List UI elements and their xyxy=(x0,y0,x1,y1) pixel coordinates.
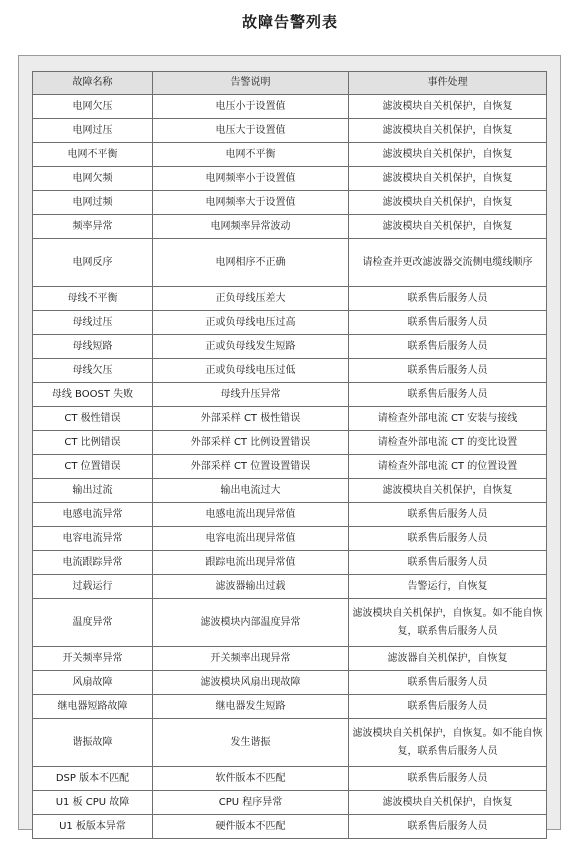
table-row xyxy=(33,95,547,119)
table-row xyxy=(33,695,547,719)
table-row xyxy=(33,767,547,791)
header-fault-name: 故障名称 xyxy=(33,72,153,95)
cell-fault-name: 电网欠频 xyxy=(33,167,153,191)
cell-event-handling: 请检查外部电流 CT 安装与接线 xyxy=(349,407,547,431)
table-row xyxy=(33,791,547,815)
cell-event-handling: 联系售后服务人员 xyxy=(349,671,547,695)
cell-event-handling: 滤波模块自关机保护，自恢复 xyxy=(349,191,547,215)
cell-event-handling: 联系售后服务人员 xyxy=(349,503,547,527)
cell-fault-name: 电网过频 xyxy=(33,191,153,215)
cell-alarm-description: 电感电流出现异常值 xyxy=(153,503,349,527)
table-row xyxy=(33,407,547,431)
cell-alarm-description: 电网频率小于设置值 xyxy=(153,167,349,191)
table-row xyxy=(33,287,547,311)
cell-event-handling: 告警运行，自恢复 xyxy=(349,575,547,599)
cell-fault-name: U1 板 CPU 故障 xyxy=(33,791,153,815)
cell-event-handling: 联系售后服务人员 xyxy=(349,815,547,839)
cell-alarm-description: 电网不平衡 xyxy=(153,143,349,167)
cell-event-handling: 联系售后服务人员 xyxy=(349,767,547,791)
cell-alarm-description: 电压大于设置值 xyxy=(153,119,349,143)
cell-event-handling: 滤波模块自关机保护，自恢复 xyxy=(349,143,547,167)
cell-alarm-description: 输出电流过大 xyxy=(153,479,349,503)
cell-event-handling: 联系售后服务人员 xyxy=(349,695,547,719)
cell-event-handling: 请检查并更改滤波器交流侧电缆线顺序 xyxy=(349,239,547,287)
table-row xyxy=(33,143,547,167)
cell-fault-name: 电感电流异常 xyxy=(33,503,153,527)
cell-fault-name: 电网反序 xyxy=(33,239,153,287)
table-row xyxy=(33,575,547,599)
table-row xyxy=(33,359,547,383)
cell-event-handling: 滤波模块自关机保护，自恢复。如不能自恢复，联系售后服务人员 xyxy=(349,719,547,767)
cell-fault-name: U1 板版本异常 xyxy=(33,815,153,839)
header-event-handling: 事件处理 xyxy=(349,72,547,95)
table-row xyxy=(33,719,547,767)
table-header-row xyxy=(33,72,547,95)
table-row xyxy=(33,335,547,359)
table-row xyxy=(33,647,547,671)
cell-fault-name: 风扇故障 xyxy=(33,671,153,695)
cell-alarm-description: 外部采样 CT 极性错误 xyxy=(153,407,349,431)
table-row xyxy=(33,215,547,239)
cell-event-handling: 联系售后服务人员 xyxy=(349,287,547,311)
cell-alarm-description: 正或负母线发生短路 xyxy=(153,335,349,359)
cell-alarm-description: 正或负母线电压过低 xyxy=(153,359,349,383)
cell-event-handling: 滤波模块自关机保护，自恢复 xyxy=(349,119,547,143)
fault-alarm-table xyxy=(32,71,547,839)
table-row xyxy=(33,383,547,407)
cell-event-handling: 联系售后服务人员 xyxy=(349,383,547,407)
cell-fault-name: 温度异常 xyxy=(33,599,153,647)
table-row xyxy=(33,431,547,455)
cell-fault-name: 开关频率异常 xyxy=(33,647,153,671)
cell-alarm-description: 电容电流出现异常值 xyxy=(153,527,349,551)
cell-alarm-description: 继电器发生短路 xyxy=(153,695,349,719)
cell-fault-name: 输出过流 xyxy=(33,479,153,503)
cell-alarm-description: 外部采样 CT 位置设置错误 xyxy=(153,455,349,479)
table-row xyxy=(33,527,547,551)
table-row xyxy=(33,479,547,503)
cell-fault-name: 过载运行 xyxy=(33,575,153,599)
cell-alarm-description: 正负母线压差大 xyxy=(153,287,349,311)
cell-fault-name: 电网不平衡 xyxy=(33,143,153,167)
cell-event-handling: 滤波模块自关机保护，自恢复 xyxy=(349,167,547,191)
cell-alarm-description: 滤波模块内部温度异常 xyxy=(153,599,349,647)
cell-alarm-description: 硬件版本不匹配 xyxy=(153,815,349,839)
cell-event-handling: 滤波模块自关机保护，自恢复 xyxy=(349,215,547,239)
cell-fault-name: 谐振故障 xyxy=(33,719,153,767)
cell-alarm-description: 母线升压异常 xyxy=(153,383,349,407)
table-row xyxy=(33,311,547,335)
cell-fault-name: 电网过压 xyxy=(33,119,153,143)
cell-fault-name: CT 位置错误 xyxy=(33,455,153,479)
cell-fault-name: 母线过压 xyxy=(33,311,153,335)
cell-alarm-description: 正或负母线电压过高 xyxy=(153,311,349,335)
cell-event-handling: 联系售后服务人员 xyxy=(349,335,547,359)
cell-alarm-description: 滤波器输出过载 xyxy=(153,575,349,599)
cell-alarm-description: 发生谐振 xyxy=(153,719,349,767)
cell-fault-name: 电网欠压 xyxy=(33,95,153,119)
cell-event-handling: 滤波模块自关机保护，自恢复 xyxy=(349,95,547,119)
cell-alarm-description: 电网频率异常波动 xyxy=(153,215,349,239)
cell-alarm-description: 电压小于设置值 xyxy=(153,95,349,119)
cell-alarm-description: 跟踪电流出现异常值 xyxy=(153,551,349,575)
page-title: 故障告警列表 xyxy=(241,13,338,31)
table-row xyxy=(33,815,547,839)
cell-fault-name: CT 比例错误 xyxy=(33,431,153,455)
cell-event-handling: 联系售后服务人员 xyxy=(349,311,547,335)
cell-event-handling: 联系售后服务人员 xyxy=(349,527,547,551)
cell-fault-name: 频率异常 xyxy=(33,215,153,239)
table-body xyxy=(33,95,547,839)
cell-alarm-description: 外部采样 CT 比例设置错误 xyxy=(153,431,349,455)
header-alarm-description: 告警说明 xyxy=(153,72,349,95)
cell-event-handling: 联系售后服务人员 xyxy=(349,359,547,383)
cell-event-handling: 滤波器自关机保护，自恢复 xyxy=(349,647,547,671)
table-row xyxy=(33,551,547,575)
cell-event-handling: 滤波模块自关机保护，自恢复。如不能自恢复，联系售后服务人员 xyxy=(349,599,547,647)
cell-event-handling: 滤波模块自关机保护，自恢复 xyxy=(349,479,547,503)
cell-alarm-description: CPU 程序异常 xyxy=(153,791,349,815)
cell-fault-name: 电容电流异常 xyxy=(33,527,153,551)
cell-fault-name: CT 极性错误 xyxy=(33,407,153,431)
table-row xyxy=(33,191,547,215)
cell-fault-name: 母线 BOOST 失败 xyxy=(33,383,153,407)
cell-fault-name: 母线欠压 xyxy=(33,359,153,383)
cell-event-handling: 滤波模块自关机保护，自恢复 xyxy=(349,791,547,815)
cell-fault-name: 电流跟踪异常 xyxy=(33,551,153,575)
cell-alarm-description: 电网频率大于设置值 xyxy=(153,191,349,215)
cell-fault-name: 继电器短路故障 xyxy=(33,695,153,719)
table-row xyxy=(33,671,547,695)
table-row xyxy=(33,119,547,143)
table-row xyxy=(33,455,547,479)
cell-alarm-description: 软件版本不匹配 xyxy=(153,767,349,791)
cell-alarm-description: 开关频率出现异常 xyxy=(153,647,349,671)
cell-alarm-description: 电网相序不正确 xyxy=(153,239,349,287)
cell-alarm-description: 滤波模块风扇出现故障 xyxy=(153,671,349,695)
cell-fault-name: DSP 版本不匹配 xyxy=(33,767,153,791)
cell-event-handling: 请检查外部电流 CT 的位置设置 xyxy=(349,455,547,479)
table-row xyxy=(33,599,547,647)
table-row xyxy=(33,239,547,287)
table-row xyxy=(33,167,547,191)
cell-fault-name: 母线短路 xyxy=(33,335,153,359)
table-row xyxy=(33,503,547,527)
cell-event-handling: 联系售后服务人员 xyxy=(349,551,547,575)
cell-fault-name: 母线不平衡 xyxy=(33,287,153,311)
cell-event-handling: 请检查外部电流 CT 的变比设置 xyxy=(349,431,547,455)
